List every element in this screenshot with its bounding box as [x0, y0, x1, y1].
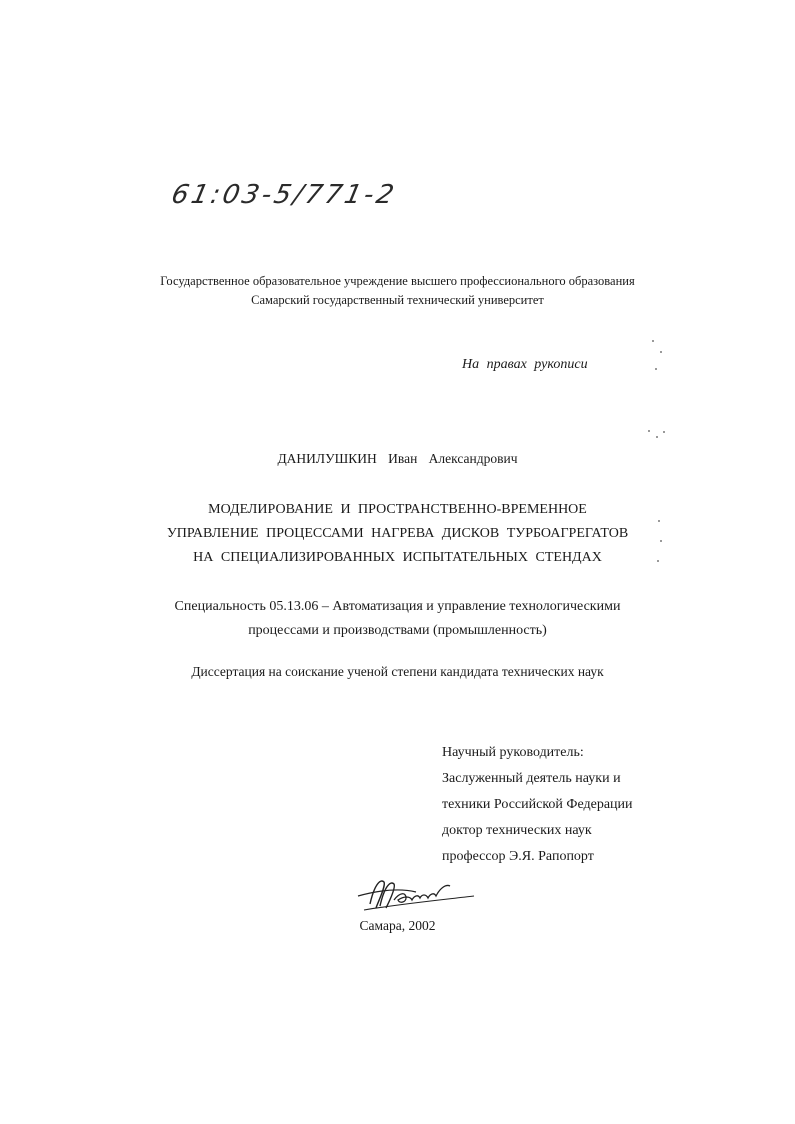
supervisor-name: профессор Э.Я. Рапопорт: [442, 849, 594, 864]
supervisor-line: Заслуженный деятель науки и: [442, 771, 621, 786]
author-name: ДАНИЛУШКИН Иван Александрович: [277, 451, 518, 466]
supervisor-block: [442, 740, 633, 870]
specialty-line: процессами и производствами (промышленность): [248, 623, 547, 638]
title-line: МОДЕЛИРОВАНИЕ И ПРОСТРАНСТВЕННО-ВРЕМЕННОЕ: [208, 502, 587, 517]
title-line: НА СПЕЦИАЛИЗИРОВАННЫХ ИСПЫТАТЕЛЬНЫХ СТЕНДАХ: [193, 550, 602, 565]
archive-number: 61:03-5/771-2: [168, 180, 400, 210]
manuscript-note: На правах рукописи: [462, 357, 588, 372]
scan-speck: [656, 436, 658, 438]
supervisor-line: доктор технических наук: [442, 823, 592, 838]
scan-speck: [663, 431, 665, 433]
signature-icon: [350, 874, 480, 914]
dissertation-title: [0, 498, 795, 570]
degree-statement: Диссертация на соискание ученой степени кандидата технических наук: [191, 664, 604, 679]
scan-speck: [657, 560, 659, 562]
scan-speck: [658, 520, 660, 522]
scan-speck: [652, 340, 654, 342]
institution-block: [0, 272, 795, 310]
specialty-line: Специальность 05.13.06 – Автоматизация и управление технологическими: [174, 599, 621, 614]
scan-speck: [660, 540, 662, 542]
specialty-block: [0, 595, 795, 643]
title-line: УПРАВЛЕНИЕ ПРОЦЕССАМИ НАГРЕВА ДИСКОВ ТУРБОАГРЕГАТОВ: [166, 526, 629, 541]
supervisor-label: Научный руководитель:: [442, 745, 584, 760]
supervisor-line: техники Российской Федерации: [442, 797, 633, 812]
scan-speck: [655, 368, 657, 370]
institution-line: Государственное образовательное учреждение высшего профессионального образования: [160, 274, 635, 288]
scan-speck: [648, 430, 650, 432]
city-year: Самара, 2002: [359, 918, 436, 933]
scan-speck: [660, 351, 662, 353]
university-name: Самарский государственный технический университет: [251, 293, 544, 307]
